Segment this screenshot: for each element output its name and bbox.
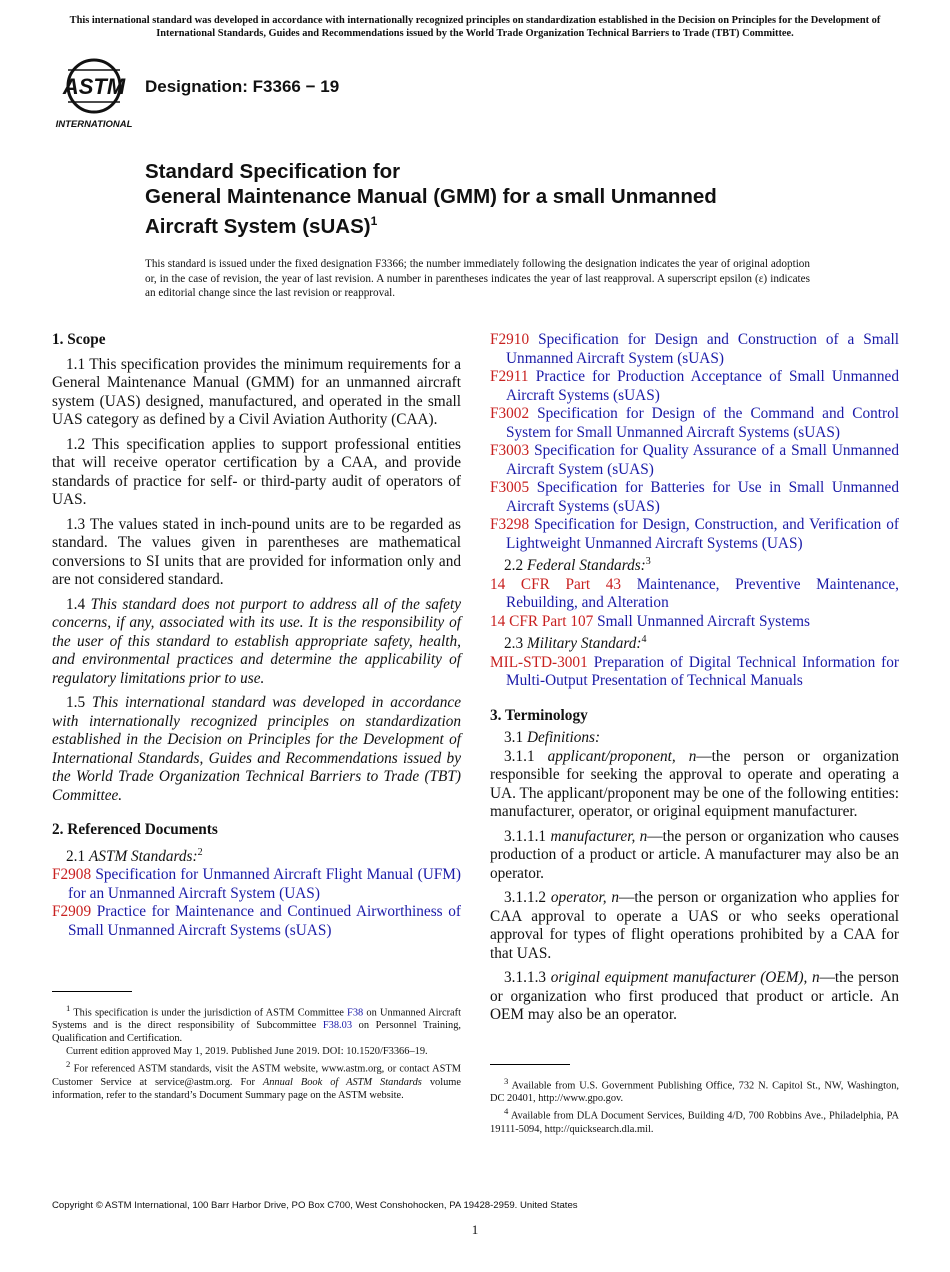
scope-1-5: 1.5 This international standard was developed in accordance with internationally recognized principles on standardization established in the Decision on Principles for the Development of International Standards, Guides and Recommendations issued by the World Trade Organization Technical Barriers to Trade (TBT) Committee. — [52, 694, 461, 804]
term-manufacturer: 3.1.1.1 manufacturer, n—the person or organization who causes production of a product or article. A manufacturer may also be an operator. — [490, 827, 900, 882]
footnote-rule-right — [490, 1064, 570, 1065]
title-footnote-mark: 1 — [370, 214, 378, 228]
definitions-label: 3.1 Definitions: — [504, 729, 601, 747]
scope-1-4: 1.4 This standard does not purport to address all of the safety concerns, if any, associated with its use. It is the responsibility of the user of this standard to establish appropriate safety, health, and environmental practices and determine the applicability of regulatory limitations prior to use. — [52, 595, 462, 687]
term-oem: 3.1.1.3 original equipment manufacturer (OEM), n—the person or organization who first produced that product or article. An OEM may also be an operator. — [490, 969, 899, 1024]
ref-f3298[interactable]: F3298 Specification for Design, Construction, and Verification of Lightweight Unmanned Aircraft Systems (UAS) — [490, 516, 900, 552]
scope-1-3: 1.3 The values stated in inch-pound units are to be regarded as standard. The values given in parentheses are mathematical conversions to SI units that are provided for information only and are not considered standard. — [52, 515, 461, 588]
scope-1-2: 1.2 This specification applies to support professional entities that will receive operator certification by a CAA, and provide standards of practice for self- or third-party audit of operators of UAS. — [52, 435, 461, 508]
astm-logo — [52, 56, 136, 132]
page-number: 1 — [471, 1222, 479, 1237]
ref-f3003[interactable]: F3003 Specification for Quality Assurance of a Small Unmanned Aircraft System (sUAS) — [490, 442, 899, 478]
issued-note: This standard is issued under the fixed designation F3366; the number immediately following the designation indicates the year of original adoption or, in the case of revision, the year of last revision. A number in parentheses indicates the year of last reapproval. A superscript epsilon (ε) indicates an editorial change since the last revision or reapproval. — [145, 258, 810, 299]
subcommittee-f38-03-link[interactable]: F38.03 — [322, 1020, 353, 1032]
committee-f38-link[interactable]: F38 — [347, 1007, 364, 1019]
refdocs-heading: 2. Referenced Documents — [52, 821, 218, 838]
designation: Designation: F3366 − 19 — [145, 77, 340, 96]
footnotes-left — [52, 1002, 461, 1102]
title-line-3: Aircraft System (sUAS)$^1$ — [145, 214, 378, 238]
ref-f2909[interactable]: F2909 Practice for Maintenance and Continued Airworthiness of Small Unmanned Aircraft Systems (sUAS) — [52, 903, 461, 939]
page-title — [145, 160, 717, 239]
terminology-heading: 3. Terminology — [490, 706, 588, 724]
left-column — [52, 331, 461, 940]
military-standard-label: 2.3 Military Standard:$^4$ — [504, 634, 647, 653]
ref-14cfr43[interactable]: 14 CFR Part 43 Maintenance, Preventive Maintenance, Rebuilding, and Alteration — [490, 575, 900, 612]
svg-text:INTERNATIONAL: INTERNATIONAL — [55, 119, 133, 130]
ref-f3002[interactable]: F3002 Specification for Design of the Command and Control System for Small Unmanned Aircraft Systems (sUAS) — [490, 405, 900, 441]
copyright: Copyright © ASTM International, 100 Barr Harbor Drive, PO Box C700, West Conshohocken, PA 19428-2959. United States — [52, 1200, 578, 1211]
right-column — [490, 331, 899, 1031]
astm-international-logo-icon — [52, 56, 136, 132]
footnote-rule-left — [52, 991, 132, 992]
title-line-2: General Maintenance Manual (GMM) for a small Unmanned — [145, 184, 717, 208]
footnote-4: $^4$ Available from DLA Document Services, Building 4/D, 700 Robbins Ave., Philadelphia, PA 19111-5094, http://quicksearch.dla.mil. — [490, 1106, 899, 1135]
footnote-3: $^3$ Available from U.S. Government Publishing Office, 732 N. Capitol St., NW, Washington, DC 20401, http://www.gpo.gov. — [490, 1076, 899, 1105]
top-notice: This international standard was developed in accordance with internationally recognized principles on standardization established in the Decision on Principles for the Development of International Standards, Guides and Recommendations issued by the World Trade Organization Technical Barriers to Trade (TBT) Committee. — [69, 15, 881, 39]
term-operator: 3.1.1.2 operator, n—the person or organization who applies for CAA approval to operate a UAS or who seeks operational approval for types of flight operations prohibited by a CAA for that UAS. — [490, 889, 900, 962]
footnote-2: $^2$ For referenced ASTM standards, visit the ASTM website, www.astm.org, or contact ASTM Customer Service at service@astm.org. For Annual Book of ASTM Standards volume information, refer to the standard’s Document Summary page on the ASTM website. — [52, 1059, 461, 1101]
footnote-1-edition: Current edition approved May 1, 2019. Published June 2019. DOI: 10.1520/F3366–19. — [66, 1046, 428, 1058]
footnotes-right — [490, 1075, 899, 1136]
ref-f2911[interactable]: F2911 Practice for Production Acceptance of Small Unmanned Aircraft Systems (sUAS) — [490, 368, 899, 404]
title-line-1: Standard Specification for — [145, 160, 401, 183]
astm-standards-label: 2.1 ASTM Standards:$^2$ — [66, 846, 203, 865]
ref-f2908[interactable]: F2908 Specification for Unmanned Aircraft Flight Manual (UFM) for an Unmanned Aircraft System (UAS) — [52, 866, 461, 902]
ref-mil-std-3001[interactable]: MIL-STD-3001 Preparation of Digital Technical Information for Multi-Output Presentation of Technical Manuals — [490, 653, 899, 690]
federal-standards-label: 2.2 Federal Standards:$^3$ — [504, 556, 651, 575]
ref-f3005[interactable]: F3005 Specification for Batteries for Use in Small Unmanned Aircraft Systems (sUAS) — [490, 479, 899, 515]
ref-14cfr107[interactable]: 14 CFR Part 107 Small Unmanned Aircraft Systems — [490, 612, 810, 630]
ref-f2910[interactable]: F2910 Specification for Design and Construction of a Small Unmanned Aircraft System (sUAS) — [490, 331, 899, 367]
svg-text:ASTM: ASTM — [62, 74, 126, 99]
term-applicant: 3.1.1 applicant/proponent, n—the person or organization responsible for seeking the approval to operate and operating a UA. The applicant/proponent may be one of the following entities: manufacturer, operator, or original equipment manufacturer. — [490, 747, 899, 821]
scope-1-1: 1.1 This specification provides the minimum requirements for a General Maintenance Manual (GMM) for an unmanned aircraft system (UAS) designed, manufactured, and operated in the small UAS category as defined by a Civil Aviation Authority (CAA). — [52, 355, 461, 428]
scope-heading: 1. Scope — [52, 331, 106, 348]
footnote-1: $^1$ This specification is under the jurisdiction of ASTM Committee F38 on Unmanned Aircraft Systems and is the direct responsibility of Subcommittee F38.03 on Personnel Training, Qualification and Certification. — [52, 1003, 462, 1045]
